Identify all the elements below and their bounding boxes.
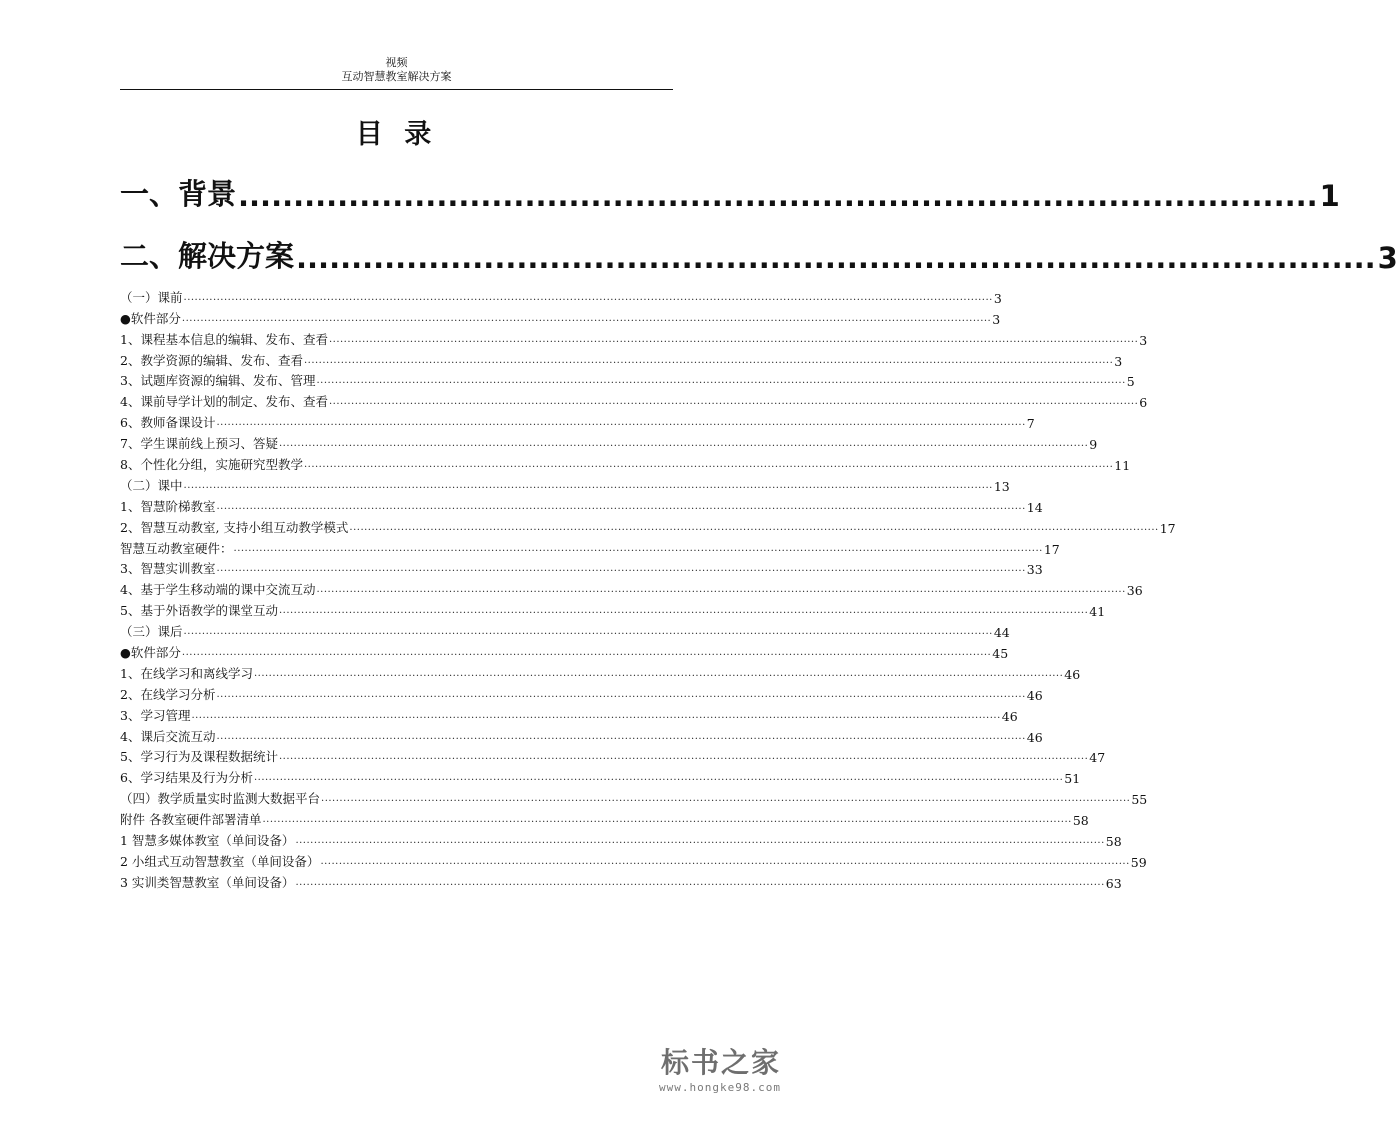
toc-entry[interactable] [120, 389, 1148, 411]
toc-entry-page: 3 [993, 290, 1002, 306]
toc-entry[interactable] [120, 682, 1043, 703]
watermark-logo: 标书之家 [660, 1046, 781, 1079]
toc-leader: ............................................................................................................................................................................................................................ [181, 647, 992, 659]
toc-leader: ............................................................................................................................................................................................................................ [321, 793, 1131, 805]
toc-entry[interactable] [120, 452, 1131, 474]
toc-list [120, 285, 1176, 891]
toc-leader: ............................................................................................................................................................................................................................ [278, 751, 1089, 763]
toc-entry[interactable] [120, 807, 1089, 829]
toc-entry[interactable] [120, 306, 1001, 327]
watermark-url: www.hongke98.com [659, 1081, 781, 1094]
toc-entry-label: 2 小组式互动智慧教室（单间设备） [120, 853, 320, 869]
toc-leader: ............................................................................................................................................................................................................................ [303, 354, 1114, 366]
toc-entry[interactable] [120, 557, 1043, 578]
toc-leader: ............................................................................................................................................................................................................................ [316, 584, 1126, 596]
toc-leader: ............................................................................................................................................................................................................................ [295, 876, 1105, 888]
toc-main-label: 二、解决方案 [120, 239, 295, 273]
toc-entry-label: 3 实训类智慧教室（单间设备） [120, 874, 295, 890]
toc-entry-page: 14 [1026, 499, 1043, 515]
toc-entry[interactable] [120, 849, 1147, 870]
header-line-2: 互动智慧教室解决方案 [341, 70, 452, 83]
toc-entry-page: 7 [1026, 416, 1035, 432]
toc-entry[interactable] [120, 369, 1135, 390]
toc-entry-page: 58 [1072, 813, 1089, 829]
toc-entry-page: 5 [1126, 374, 1135, 390]
toc-entry[interactable] [120, 327, 1148, 348]
toc-entry-page: 3 [1114, 353, 1123, 369]
toc-leader: ............................................................................................................................................................................................................................ [278, 438, 1089, 450]
toc-entry-label: 5、学习行为及课程数据统计 [120, 749, 278, 765]
toc-main-page: 3 [1377, 241, 1398, 275]
toc-entry-label: （一）课前 [120, 289, 183, 305]
toc-entry-label: 2、智慧互动教室, 支持小组互动教学模式 [120, 519, 349, 535]
toc-entry[interactable] [120, 640, 1009, 662]
toc-entry-page: 9 [1089, 437, 1098, 453]
toc-entry-page: 44 [993, 625, 1010, 641]
toc-leader: ............................................................................................................................................................................................................................ [328, 396, 1139, 408]
header-rule [120, 89, 673, 90]
toc-entry-page: 6 [1139, 395, 1148, 411]
toc-entry-page: 3 [1139, 332, 1148, 348]
toc-entry[interactable] [120, 661, 1081, 682]
toc-main-page: 1 [1319, 179, 1340, 213]
toc-entry[interactable] [120, 431, 1098, 453]
toc-entry-page: 13 [993, 478, 1010, 494]
toc-entry-label: 1、智慧阶梯教室 [120, 498, 216, 514]
toc-entry[interactable] [120, 828, 1122, 850]
toc-entry-label: 5、基于外语教学的课堂互动 [120, 603, 278, 619]
toc-entry[interactable] [120, 724, 1043, 745]
toc-entry-label: 2、教学资源的编辑、发布、查看 [120, 352, 303, 368]
toc-entry-page: 41 [1089, 604, 1106, 620]
toc-leader: ............................................................................................................................................................................................................................ [216, 500, 1026, 512]
toc-entry-label: 6、教师备课设计 [120, 415, 216, 431]
toc-entry[interactable] [120, 536, 1060, 557]
toc-entry-label: ●软件部分 [120, 645, 181, 661]
toc-leader: ............................................................................................................................................................................................................................ [233, 542, 1043, 554]
toc-leader: ............................................................................................................................................................................................................................ [183, 479, 993, 491]
toc-entry[interactable] [120, 577, 1143, 599]
toc-entry[interactable] [120, 285, 1002, 306]
toc-entry[interactable] [120, 619, 1010, 641]
toc-entry[interactable] [120, 494, 1043, 515]
toc-entry[interactable] [120, 348, 1123, 369]
toc-entry-page: 59 [1130, 854, 1147, 870]
toc-leader: ............................................................................................................................................................................................................................ [253, 667, 1064, 679]
toc-entry-label: 3、智慧实训教室 [120, 561, 216, 577]
toc-entry[interactable] [120, 786, 1148, 808]
toc-leader: ............................................................................................................................................................................................................................ [349, 521, 1159, 533]
toc-entry-label: 4、课前导学计划的制定、发布、查看 [120, 394, 328, 410]
toc-entry-page: 46 [1026, 729, 1043, 745]
toc-leader: ............................................................................................................................................................................................................................ [262, 814, 1072, 826]
toc-entry-label: （二）课中 [120, 477, 183, 493]
toc-leader: ............................................................................................................................................................................................................................ [328, 333, 1139, 345]
toc-entry-label: 2、在线学习分析 [120, 686, 216, 702]
toc-entry-label: （三）课后 [120, 624, 183, 640]
toc-leader: ............................................................................................................................................................................................................................ [181, 312, 992, 324]
toc-entry-label: 3、试题库资源的编辑、发布、管理 [120, 373, 316, 389]
toc-leader: ............................................................................................................................................................................................................................ [183, 291, 993, 303]
toc-entry-label: 1 智慧多媒体教室（单间设备） [120, 833, 295, 849]
toc-entry[interactable] [120, 410, 1035, 432]
page-header [120, 56, 673, 84]
toc-entry-label: 附件 各教室硬件部署清单 [120, 812, 262, 828]
toc-entry-label: 1、在线学习和离线学习 [120, 665, 253, 681]
toc-entry-page: 55 [1131, 792, 1148, 808]
toc-entry-label: 4、基于学生移动端的课中交流互动 [120, 582, 316, 598]
toc-leader: ............................................................................................................................................................................................................................ [216, 730, 1026, 742]
toc-entry-page: 33 [1026, 562, 1043, 578]
page-title: 目 录 [355, 119, 438, 150]
toc-leader: ............................................................................................................................................................................................................................ [183, 626, 993, 638]
toc-entry[interactable] [120, 473, 1010, 494]
toc-entry[interactable] [120, 745, 1106, 766]
toc-entry-label: 智慧互动教室硬件： [120, 540, 233, 556]
toc-entry-label: 8、个性化分组，实施研究型教学 [120, 457, 303, 473]
toc-entry-page: 17 [1043, 541, 1060, 557]
header-line-1: 视频 [385, 56, 408, 69]
toc-entry-label: ●软件部分 [120, 310, 181, 326]
toc-leader: ............................................................................................................................................................................................................................ [295, 835, 1105, 847]
toc-main-entry-1[interactable] [120, 172, 1340, 213]
toc-entry-label: 3、学习管理 [120, 707, 191, 723]
toc-leader: ............................................................................................................................................................................................................................ [216, 688, 1026, 700]
toc-entry[interactable] [120, 870, 1122, 891]
toc-entry-label: 4、课后交流互动 [120, 728, 216, 744]
toc-leader: ............................................................................................................................................................................................................................ [316, 375, 1126, 387]
toc-leader: .................................................................................................. [238, 179, 1318, 213]
toc-entry-page: 45 [992, 646, 1009, 662]
toc-entry-page: 3 [992, 311, 1001, 327]
toc-entry-page: 46 [1064, 666, 1081, 682]
toc-entry-page: 63 [1105, 875, 1122, 891]
toc-leader: ............................................................................................................................................................................................................................ [278, 605, 1089, 617]
watermark [659, 1041, 781, 1094]
toc-main-entry-2[interactable] [120, 234, 1398, 275]
toc-leader: .................................................................................................. [296, 241, 1376, 275]
toc-leader: ............................................................................................................................................................................................................................ [216, 563, 1026, 575]
toc-entry-page: 46 [1001, 708, 1018, 724]
toc-leader: ............................................................................................................................................................................................................................ [216, 417, 1026, 429]
toc-entry-label: 7、学生课前线上预习、答疑 [120, 436, 278, 452]
toc-entry-label: （四）教学质量实时监测大数据平台 [120, 791, 321, 807]
toc-leader: ............................................................................................................................................................................................................................ [191, 709, 1001, 721]
toc-main-label: 一、背景 [120, 177, 237, 211]
toc-leader: ............................................................................................................................................................................................................................ [320, 855, 1130, 867]
toc-entry[interactable] [120, 703, 1018, 724]
toc-entry-page: 58 [1105, 834, 1122, 850]
toc-entry-page: 36 [1126, 583, 1143, 599]
toc-entry-page: 46 [1026, 687, 1043, 703]
toc-entry-label: 6、学习结果及行为分析 [120, 770, 253, 786]
toc-entry-label: 1、课程基本信息的编辑、发布、查看 [120, 331, 328, 347]
toc-leader: ............................................................................................................................................................................................................................ [253, 772, 1064, 784]
toc-leader: ............................................................................................................................................................................................................................ [303, 459, 1114, 471]
toc-entry-page: 17 [1159, 520, 1176, 536]
toc-entry-page: 51 [1064, 771, 1081, 787]
toc-entry[interactable] [120, 765, 1081, 787]
toc-entry-page: 11 [1114, 458, 1131, 474]
toc-entry[interactable] [120, 598, 1106, 620]
toc-entry[interactable] [120, 515, 1176, 536]
toc-entry-page: 47 [1089, 750, 1106, 766]
